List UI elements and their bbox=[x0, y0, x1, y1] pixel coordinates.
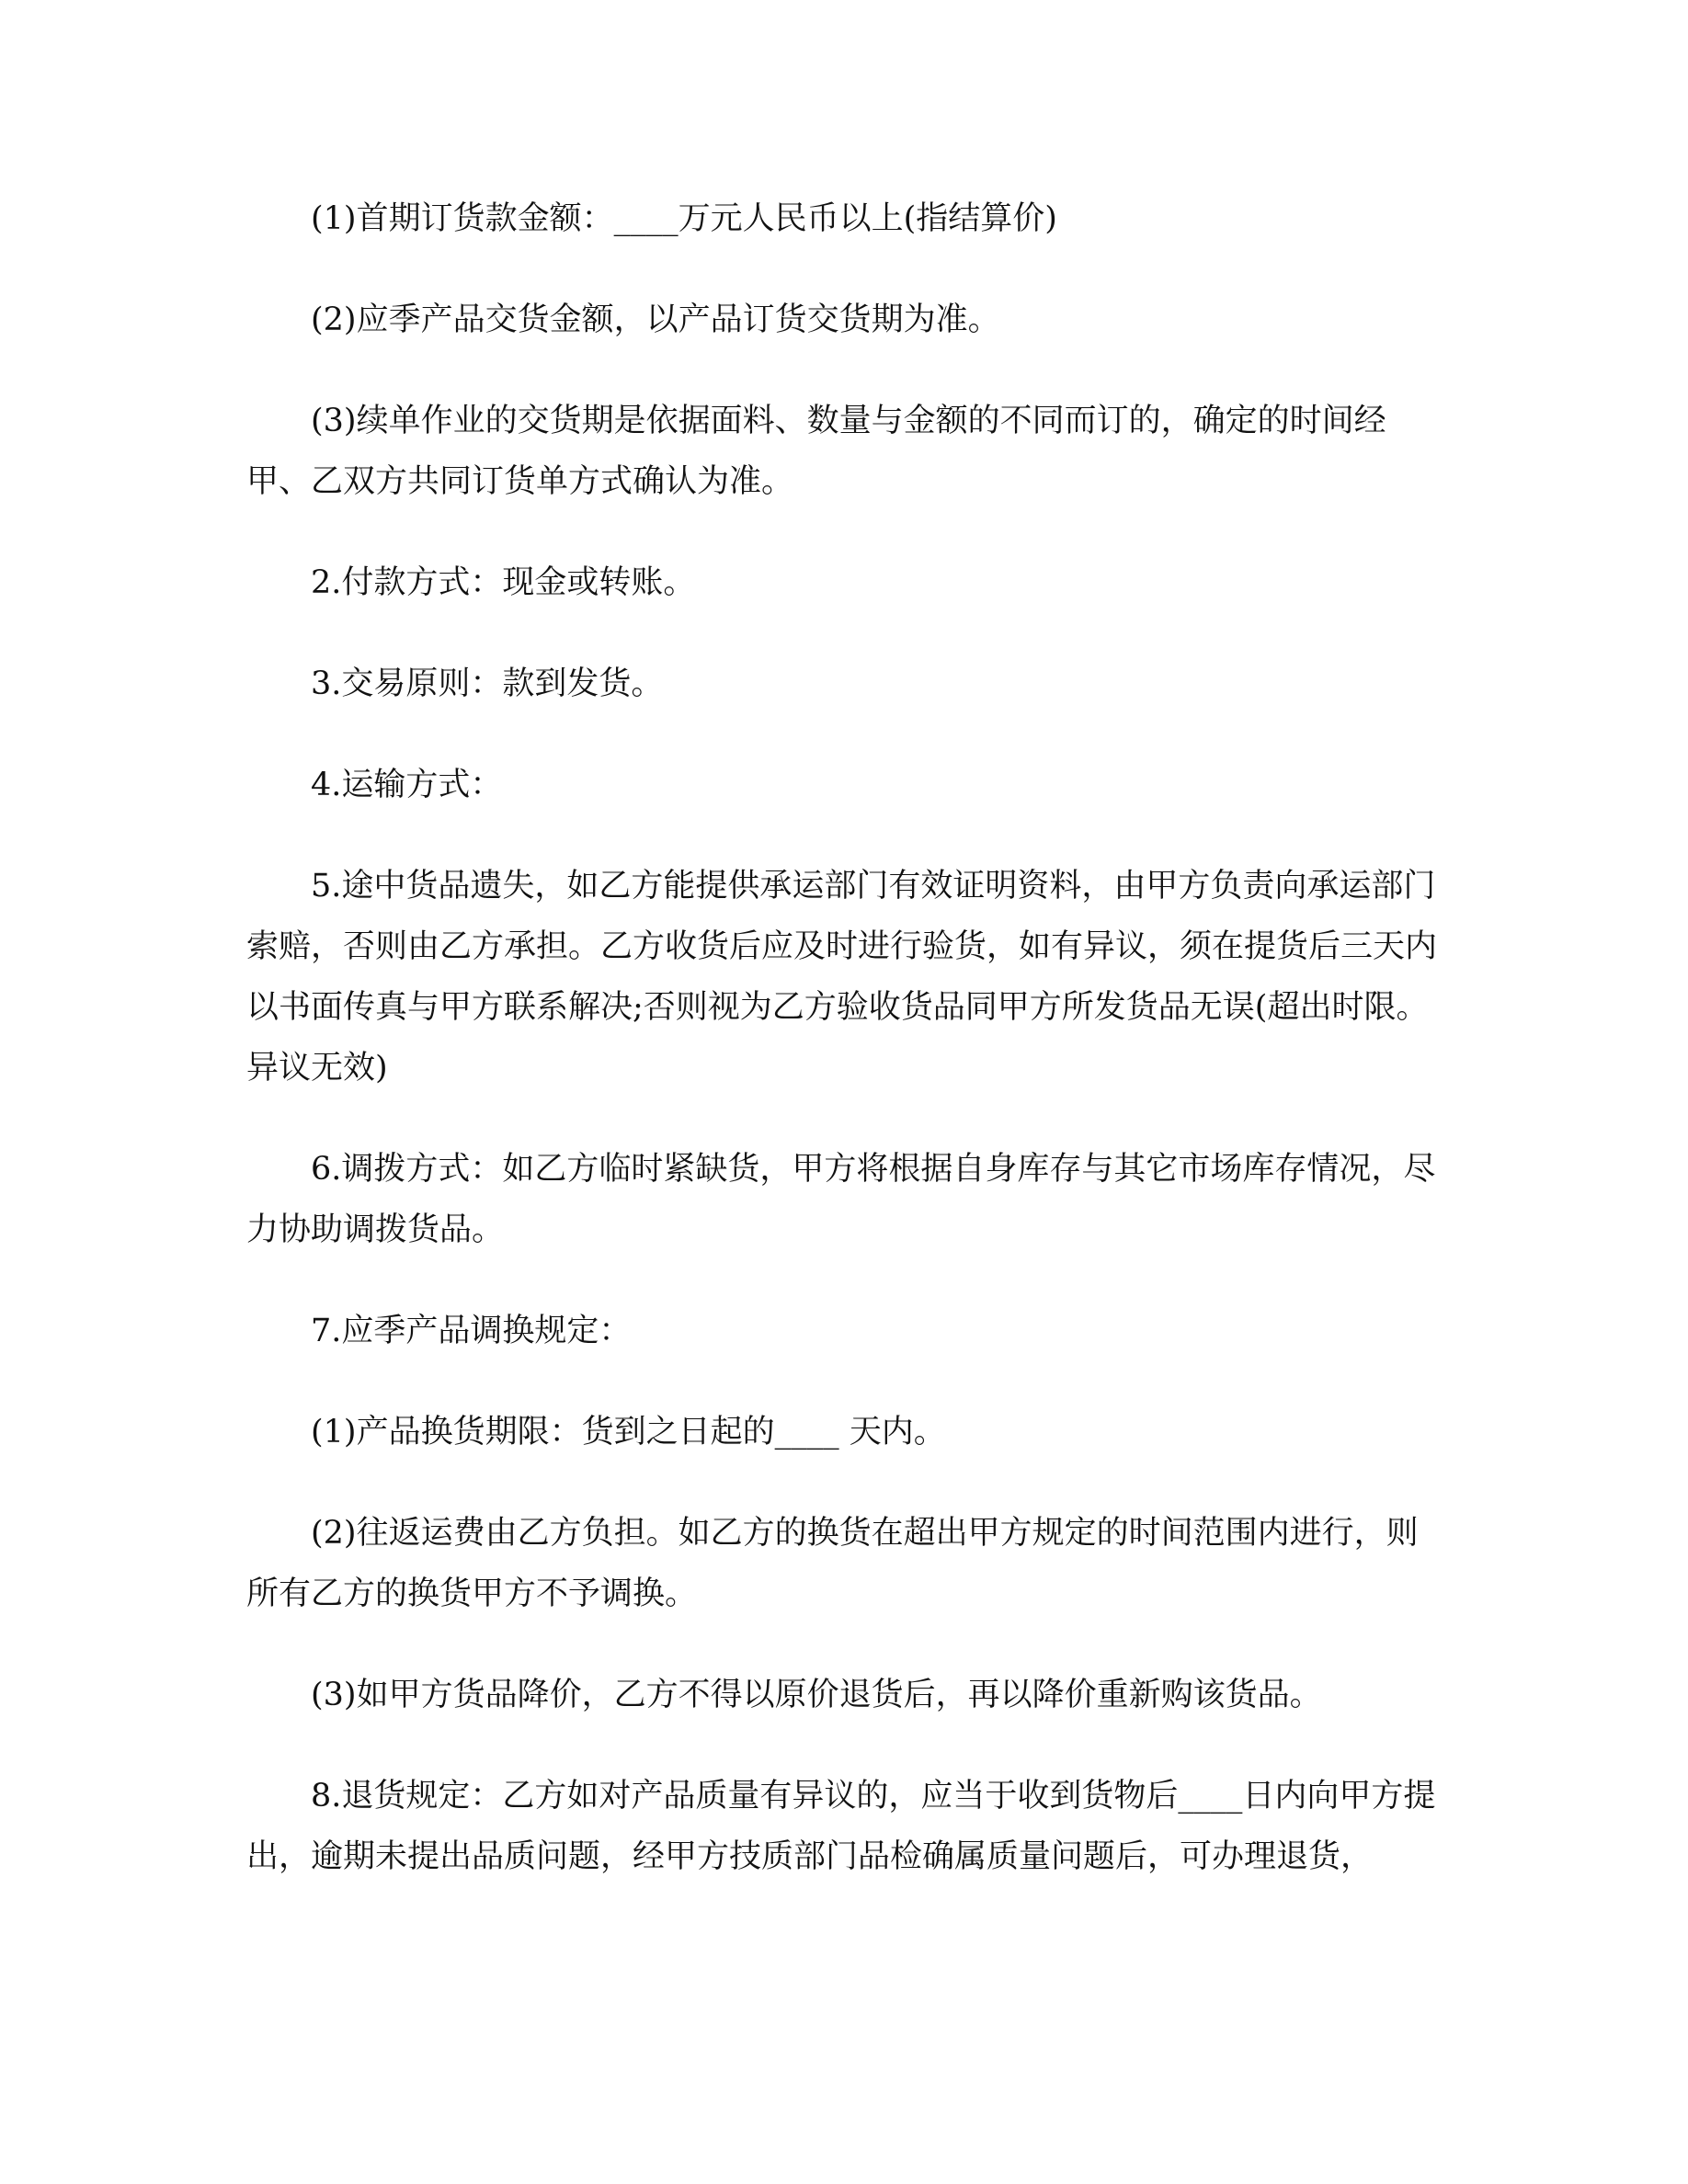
paragraph-payment-method: 2.付款方式：现金或转账。 bbox=[311, 564, 696, 601]
paragraph-exchange-period: (1)产品换货期限：货到之日起的____ 天内。 bbox=[311, 1414, 946, 1450]
paragraph-reorder-delivery-period: (3)续单作业的交货期是依据面料、数量与金额的不同而订的，确定的时间经甲、乙双方共同订货单方式确认为准。 bbox=[246, 403, 1386, 500]
paragraph-lost-goods: 5.途中货品遗失，如乙方能提供承运部门有效证明资料，由甲方负责向承运部门索赔，否则由乙方承担。乙方收货后应及时进行验货，如有异议，须在提货后三天内以书面传真与甲方联系解决;否则视为乙方验收货品同甲方所发货品无误(超出时限。异议无效) bbox=[246, 868, 1438, 1086]
paragraph-transfer-method: 6.调拨方式：如乙方临时紧缺货，甲方将根据自身库存与其它市场库存情况，尽力协助调拨货品。 bbox=[246, 1151, 1436, 1248]
paragraph-first-order-amount: (1)首期订货款金额：____万元人民币以上(指结算价) bbox=[311, 200, 1057, 237]
paragraph-exchange-rules: 7.应季产品调换规定： bbox=[311, 1313, 632, 1349]
paragraph-trade-principle: 3.交易原则：款到发货。 bbox=[311, 665, 664, 702]
paragraph-price-reduction: (3)如甲方货品降价，乙方不得以原价退货后，再以降价重新购该货品。 bbox=[311, 1677, 1322, 1713]
paragraph-transport-method: 4.运输方式： bbox=[311, 767, 503, 803]
document-page bbox=[246, 188, 1442, 1928]
paragraph-return-freight: (2)往返运费由乙方负担。如乙方的换货在超出甲方规定的时间范围内进行，则所有乙方的换货甲方不予调换。 bbox=[246, 1515, 1419, 1612]
paragraph-return-rules: 8.退货规定：乙方如对产品质量有异议的，应当于收到货物后____日内向甲方提出，逾期未提出品质问题，经甲方技质部门品检确属质量问题后，可办理退货， bbox=[246, 1778, 1436, 1875]
paragraph-seasonal-delivery-amount: (2)应季产品交货金额，以产品订货交货期为准。 bbox=[311, 301, 1000, 338]
